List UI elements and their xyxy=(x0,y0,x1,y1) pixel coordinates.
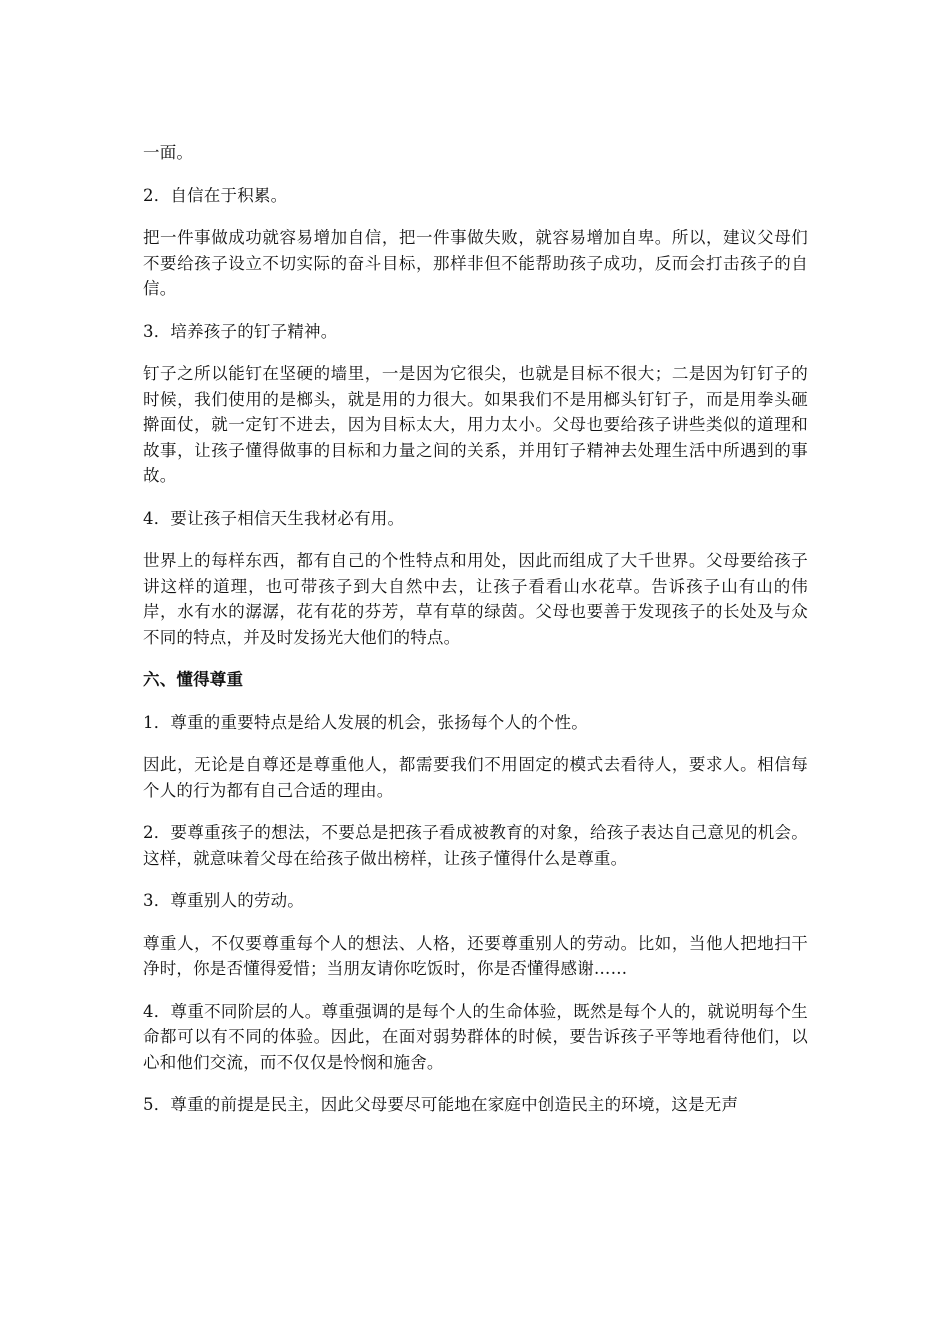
paragraph: 5．尊重的前提是民主，因此父母要尽可能地在家庭中创造民主的环境，这是无声 xyxy=(143,1095,739,1114)
paragraph: 因此，无论是自尊还是尊重他人，都需要我们不用固定的模式去看待人，要求人。相信每个人的行为都有自己合适的理由。 xyxy=(143,755,808,800)
list-item-heading: 3．尊重别人的劳动。 xyxy=(143,891,304,910)
section-heading: 六、懂得尊重 xyxy=(143,670,244,689)
list-item-heading: 2．自信在于积累。 xyxy=(143,185,288,205)
paragraph: 钉子之所以能钉在坚硬的墙里，一是因为它很尖，也就是目标不很大；二是因为钉钉子的时候，我们使用的是榔头，就是用的力很大。如果我们不是用榔头钉钉子，而是用拳头砸擀面仗，就一定钉不进去，因为目标太大，用力太小。父母也要给孩子讲些类似的道理和故事，让孩子懂得做事的目标和力量之间的关系，并用钉子精神去处理生活中所遇到的事故。 xyxy=(143,364,808,485)
paragraph: 一面。 xyxy=(143,143,194,162)
list-item-heading: 4．要让孩子相信天生我材必有用。 xyxy=(143,508,405,528)
paragraph: 把一件事做成功就容易增加自信，把一件事做失败，就容易增加自卑。所以，建议父母们不要给孩子设立不切实际的奋斗目标，那样非但不能帮助孩子成功，反而会打击孩子的自信。 xyxy=(143,228,808,298)
list-item-heading: 1．尊重的重要特点是给人发展的机会，张扬每个人的个性。 xyxy=(143,712,588,732)
paragraph: 尊重人，不仅要尊重每个人的想法、人格，还要尊重别人的劳动。比如，当他人把地扫干净时，你是否懂得爱惜；当朋友请你吃饭时，你是否懂得感谢…… xyxy=(143,933,808,978)
list-item-heading: 3．培养孩子的钉子精神。 xyxy=(143,321,338,341)
paragraph: 4．尊重不同阶层的人。尊重强调的是每个人的生命体验，既然是每个人的，就说明每个生命都可以有不同的体验。因此，在面对弱势群体的时候，要告诉孩子平等地看待他们，以心和他们交流，而不仅仅是怜悯和施舍。 xyxy=(143,1001,808,1072)
document-body xyxy=(143,140,808,1135)
paragraph: 2．要尊重孩子的想法，不要总是把孩子看成被教育的对象，给孩子表达自己意见的机会。这样，就意味着父母在给孩子做出榜样，让孩子懂得什么是尊重。 xyxy=(143,823,808,868)
paragraph: 世界上的每样东西，都有自己的个性特点和用处，因此而组成了大千世界。父母要给孩子讲这样的道理，也可带孩子到大自然中去，让孩子看看山水花草。告诉孩子山有山的伟岸，水有水的潺潺，花有花的芬芳，草有草的绿茵。父母也要善于发现孩子的长处及与众不同的特点，并及时发扬光大他们的特点。 xyxy=(143,551,808,647)
